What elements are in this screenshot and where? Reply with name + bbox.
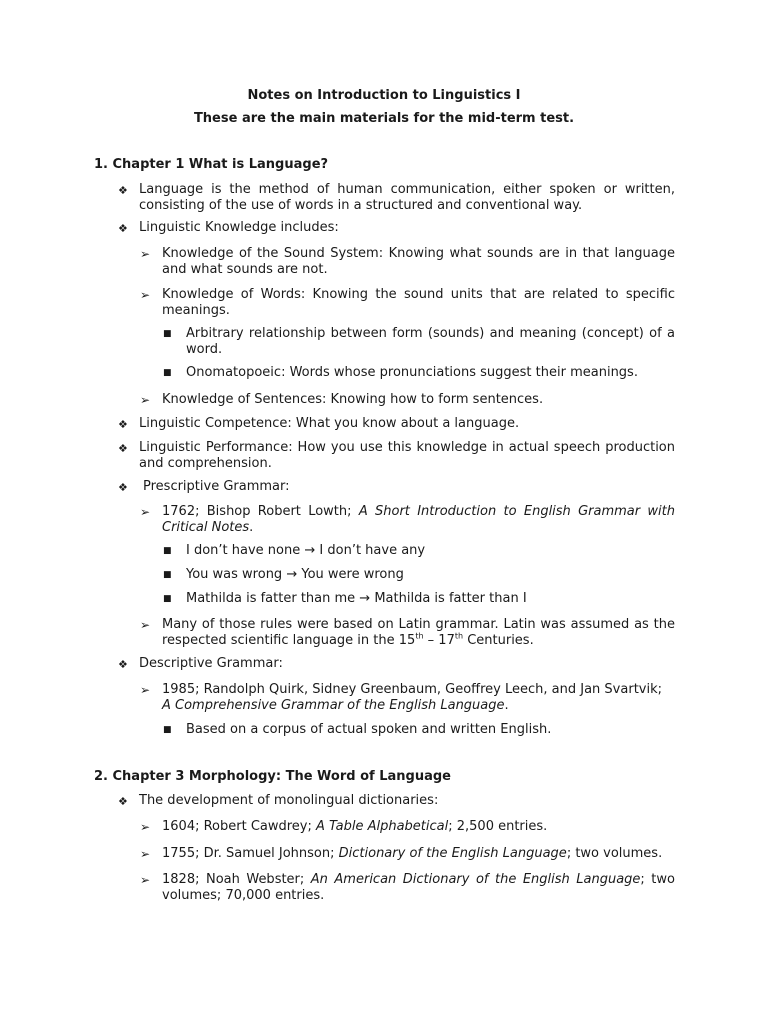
lowth-citation: 1762; Bishop Robert Lowth; — [162, 504, 359, 519]
diamond-bullet-icon: ❖ — [118, 795, 128, 808]
square-bullet-icon: ■ — [163, 546, 172, 556]
prescriptive-heading: Prescriptive Grammar: — [143, 479, 290, 494]
document-subtitle: These are the main materials for the mid-term test. — [193, 111, 575, 126]
arrowhead-bullet-icon: ➢ — [140, 618, 151, 632]
diamond-bullet-icon: ❖ — [118, 222, 128, 235]
webster-item — [162, 872, 675, 904]
example-2-right: You were wrong — [297, 567, 404, 582]
example-3-right: Mathilda is fatter than I — [370, 591, 527, 606]
example-3 — [186, 591, 527, 607]
example-1-right: I don’t have any — [315, 543, 426, 558]
latin-item — [162, 617, 675, 649]
latin-range: – 17 — [423, 633, 455, 648]
sentences-item: Knowledge of Sentences: Knowing how to form sentences. — [162, 392, 544, 407]
arrowhead-bullet-icon: ➢ — [140, 247, 151, 261]
square-bullet-icon: ■ — [163, 570, 172, 580]
example-3-wrong: Mathilda is fatter than me — [186, 591, 360, 606]
example-1-wrong: I don’t have none — [186, 543, 305, 558]
ordinal-suffix: th — [454, 631, 464, 641]
chapter-3-heading: 2. Chapter 3 Morphology: The Word of Language — [94, 769, 451, 784]
example-2 — [186, 567, 404, 583]
performance-item: Linguistic Performance: How you use this knowledge in actual speech production and comprehension. — [139, 440, 675, 471]
johnson-end: ; two volumes. — [566, 846, 663, 861]
diamond-bullet-icon: ❖ — [118, 418, 128, 431]
arrow-icon: → — [286, 567, 298, 582]
quirk-end: . — [504, 698, 509, 713]
johnson-citation: 1755; Dr. Samuel Johnson; — [162, 846, 339, 861]
cawdrey-end: ; 2,500 entries. — [448, 819, 548, 834]
cawdrey-item — [162, 819, 547, 835]
square-bullet-icon: ■ — [163, 725, 172, 735]
arrowhead-bullet-icon: ➢ — [140, 847, 151, 861]
arrowhead-bullet-icon: ➢ — [140, 505, 151, 519]
arrowhead-bullet-icon: ➢ — [140, 288, 151, 302]
square-bullet-icon: ■ — [163, 594, 172, 604]
webster-end: ; two volumes; 70,000 entries. — [162, 872, 675, 903]
square-bullet-icon: ■ — [163, 329, 172, 339]
diamond-bullet-icon: ❖ — [118, 481, 128, 494]
latin-end: Centuries. — [463, 633, 534, 648]
linguistic-knowledge-intro: Linguistic Knowledge includes: — [139, 220, 339, 235]
arrowhead-bullet-icon: ➢ — [140, 873, 151, 887]
quirk-title-line — [162, 698, 509, 714]
competence-item: Linguistic Competence: What you know about a language. — [139, 416, 520, 431]
language-definition: Language is the method of human communication, either spoken or written, consisting of the use of words in a structured and conventional way. — [139, 182, 675, 213]
latin-text: Many of those rules were based on Latin grammar. Latin was assumed as the respected scientific language in the 15 — [162, 617, 675, 648]
cawdrey-citation: 1604; Robert Cawdrey; — [162, 819, 317, 834]
sound-system-item: Knowledge of the Sound System: Knowing what sounds are in that language and what sounds are not. — [162, 246, 675, 277]
dictionaries-heading: The development of monolingual dictionaries: — [139, 793, 439, 808]
johnson-book-title: Dictionary of the English Language — [338, 846, 567, 861]
diamond-bullet-icon: ❖ — [118, 442, 128, 455]
arrowhead-bullet-icon: ➢ — [140, 683, 151, 697]
square-bullet-icon: ■ — [163, 368, 172, 378]
quirk-book-title: A Comprehensive Grammar of the English Language — [162, 698, 505, 713]
arbitrary-item: Arbitrary relationship between form (sounds) and meaning (concept) of a word. — [186, 326, 675, 357]
arrow-icon: → — [359, 591, 371, 606]
diamond-bullet-icon: ❖ — [118, 184, 128, 197]
descriptive-heading: Descriptive Grammar: — [139, 656, 283, 671]
lowth-item — [162, 504, 675, 536]
document-title: Notes on Introduction to Linguistics I — [247, 88, 521, 103]
onomatopoeic-item: Onomatopoeic: Words whose pronunciations suggest their meanings. — [186, 365, 638, 380]
example-2-wrong: You was wrong — [186, 567, 287, 582]
corpus-item: Based on a corpus of actual spoken and written English. — [186, 722, 552, 737]
webster-citation: 1828; Noah Webster; — [162, 872, 311, 887]
lowth-book-title: A Short Introduction to English Grammar with Critical Notes — [162, 504, 676, 535]
chapter-1-heading: 1. Chapter 1 What is Language? — [94, 157, 329, 172]
webster-book-title: An American Dictionary of the English Language — [310, 872, 641, 887]
quirk-citation: 1985; Randolph Quirk, Sidney Greenbaum, Geoffrey Leech, and Jan Svartvik; — [162, 682, 662, 697]
cawdrey-book-title: A Table Alphabetical — [316, 819, 449, 834]
diamond-bullet-icon: ❖ — [118, 658, 128, 671]
example-1 — [186, 543, 425, 559]
arrowhead-bullet-icon: ➢ — [140, 393, 151, 407]
arrowhead-bullet-icon: ➢ — [140, 820, 151, 834]
lowth-end: . — [249, 520, 254, 535]
ordinal-suffix: th — [415, 631, 424, 641]
johnson-item — [162, 846, 662, 862]
arrow-icon: → — [304, 543, 316, 558]
words-item: Knowledge of Words: Knowing the sound units that are related to specific meanings. — [162, 287, 675, 318]
